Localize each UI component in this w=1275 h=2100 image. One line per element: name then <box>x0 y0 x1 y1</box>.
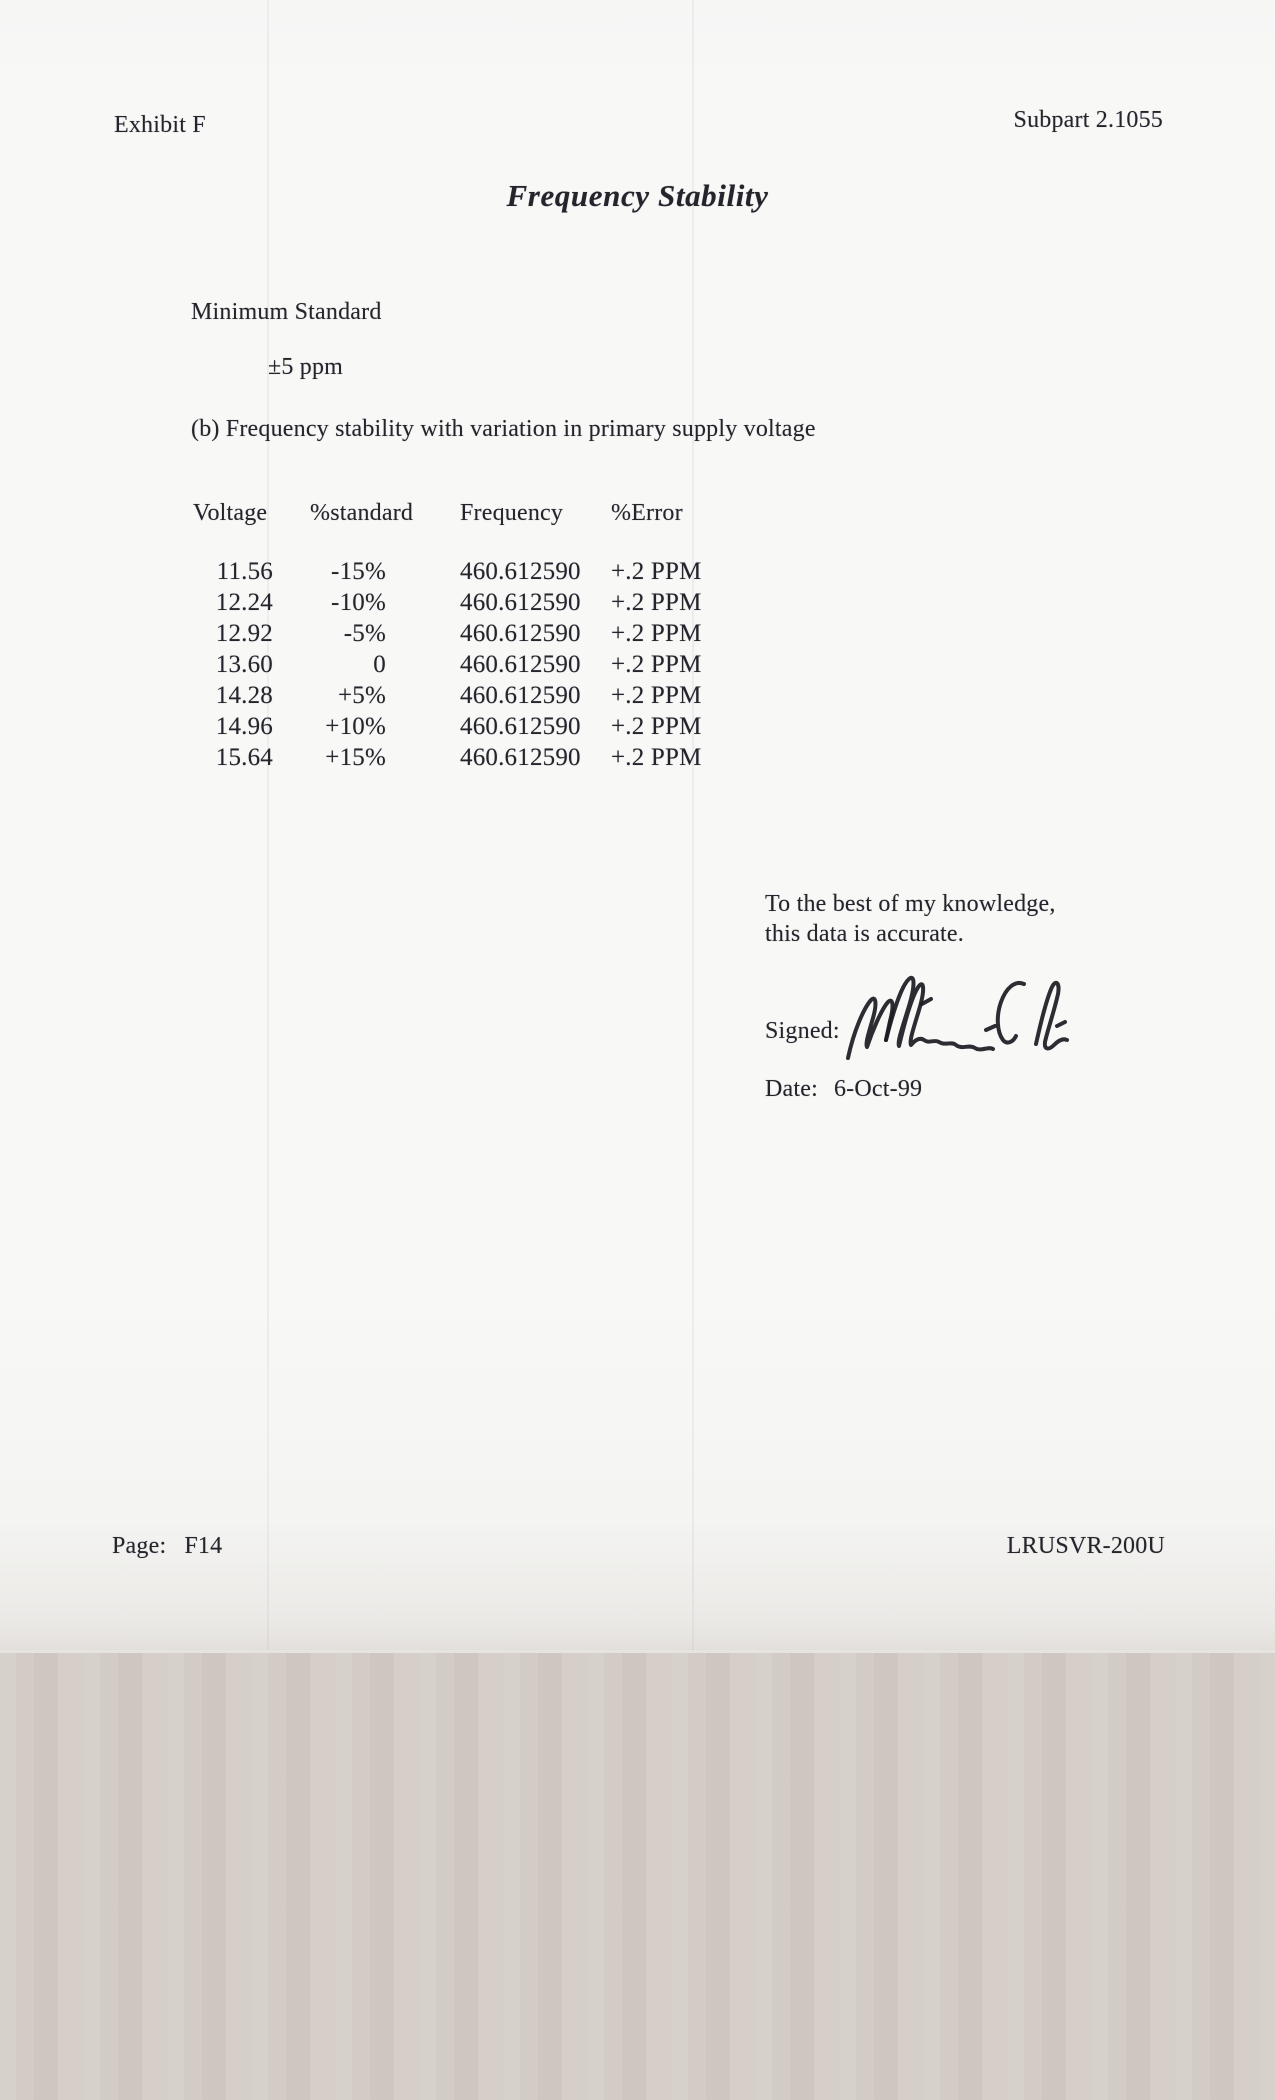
cell-standard: +15% <box>325 744 386 771</box>
cell-standard: +10% <box>325 713 386 740</box>
date-label: Date: <box>765 1076 818 1102</box>
scanner-background <box>0 1650 1275 2100</box>
page-number: F14 <box>184 1533 223 1559</box>
exhibit-label: Exhibit F <box>114 112 206 138</box>
date-value: 6-Oct-99 <box>833 1076 923 1102</box>
cell-voltage: 14.28 <box>215 682 273 709</box>
cell-frequency: 460.612590 <box>460 558 581 585</box>
minimum-standard-value: ±5 ppm <box>268 354 344 380</box>
column-header-standard: %standard <box>310 500 414 526</box>
table-row <box>193 651 726 682</box>
column-header-error: %Error <box>611 500 683 526</box>
cell-error: +.2 PPM <box>611 558 702 585</box>
cell-error: +.2 PPM <box>611 682 702 709</box>
cell-voltage: 12.24 <box>215 589 273 616</box>
cell-error: +.2 PPM <box>611 744 702 771</box>
cell-frequency: 460.612590 <box>460 744 581 771</box>
table-row <box>193 744 726 775</box>
cell-standard: -10% <box>331 589 386 616</box>
cell-error: +.2 PPM <box>611 620 702 647</box>
subpart-label: Subpart 2.1055 <box>1013 107 1163 133</box>
cell-voltage: 14.96 <box>215 713 273 740</box>
minimum-standard-label: Minimum Standard <box>191 299 382 325</box>
handwritten-signature-icon <box>838 968 1073 1068</box>
subsection-heading: (b) Frequency stability with variation in primary supply voltage <box>191 416 816 442</box>
table-row <box>193 713 726 744</box>
signed-label: Signed: <box>765 1018 840 1044</box>
cell-voltage: 15.64 <box>215 744 273 771</box>
cell-standard: +5% <box>337 682 386 709</box>
cell-error: +.2 PPM <box>611 713 702 740</box>
footer-page <box>112 1531 222 1561</box>
column-header-voltage: Voltage <box>193 500 268 526</box>
attestation-line-2: this data is accurate. <box>765 921 964 947</box>
cell-frequency: 460.612590 <box>460 713 581 740</box>
cell-error: +.2 PPM <box>611 589 702 616</box>
cell-error: +.2 PPM <box>611 651 702 678</box>
footer-doc-code: LRUSVR-200U <box>1006 1533 1165 1559</box>
cell-voltage: 12.92 <box>215 620 273 647</box>
cell-frequency: 460.612590 <box>460 651 581 678</box>
table-header-row <box>193 500 726 530</box>
table-spacer-row <box>193 530 726 558</box>
scan-streak <box>267 0 269 1650</box>
scan-streak <box>692 0 694 1650</box>
frequency-stability-table <box>193 500 726 775</box>
page-label: Page: <box>112 1533 167 1559</box>
cell-frequency: 460.612590 <box>460 682 581 709</box>
attestation-line-1: To the best of my knowledge, <box>765 891 1056 917</box>
table-row <box>193 589 726 620</box>
table-row <box>193 558 726 589</box>
cell-frequency: 460.612590 <box>460 620 581 647</box>
cell-standard: -5% <box>343 620 386 647</box>
cell-standard: -15% <box>331 558 386 585</box>
column-header-frequency: Frequency <box>460 500 564 526</box>
date-row <box>765 1074 922 1104</box>
cell-standard: 0 <box>373 651 386 678</box>
cell-frequency: 460.612590 <box>460 589 581 616</box>
table-row <box>193 620 726 651</box>
cell-voltage: 13.60 <box>215 651 273 678</box>
table-row <box>193 682 726 713</box>
cell-voltage: 11.56 <box>216 558 273 585</box>
page-title: Frequency Stability <box>506 178 769 213</box>
